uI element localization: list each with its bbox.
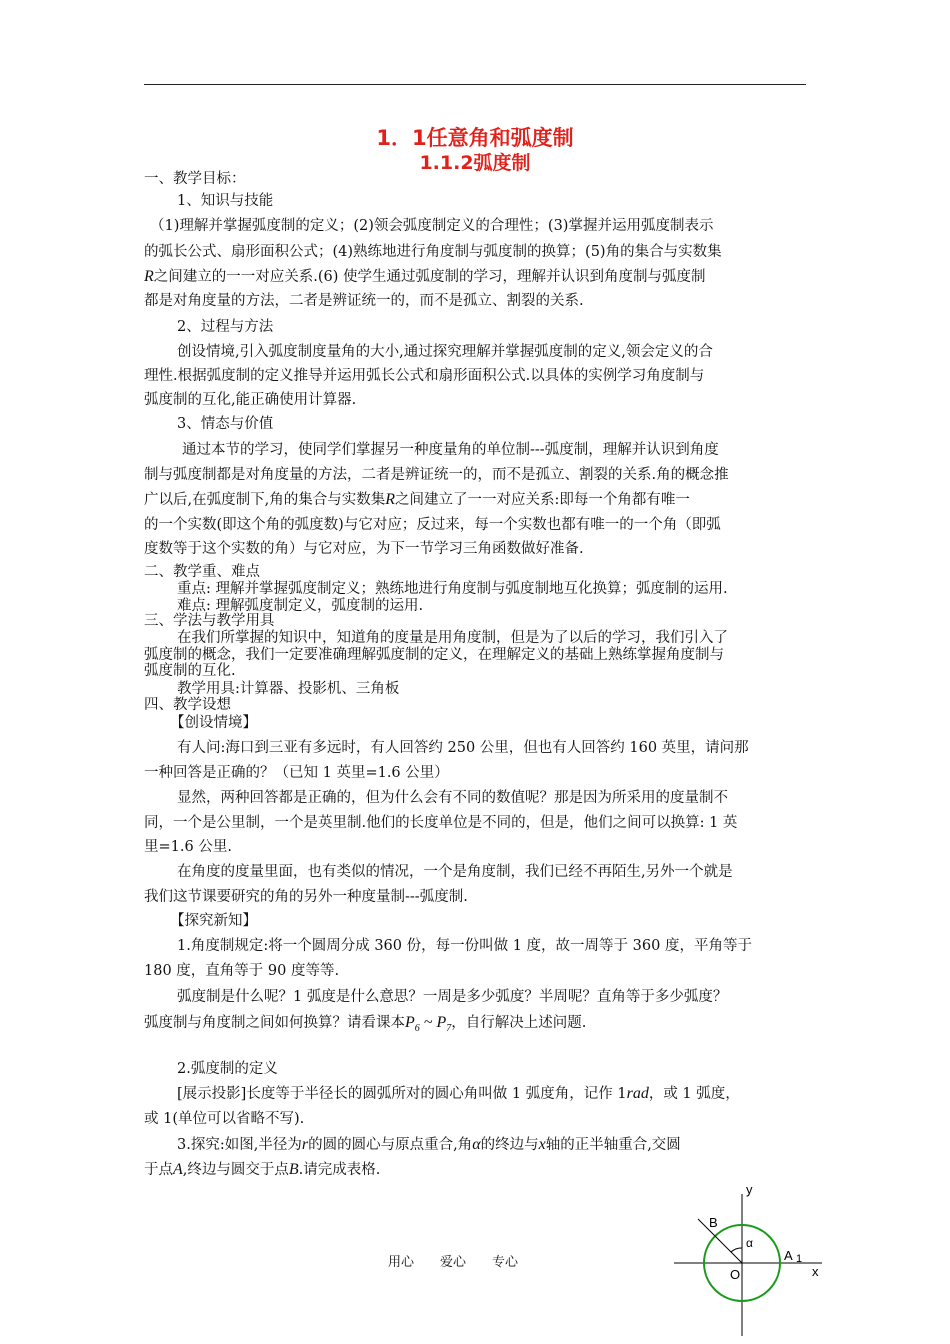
paragraph-line: 3.探究:如图,半径为r的圆的圆心与原点重合,角α的终边与x轴的正半轴重合,交圆 <box>177 1136 681 1153</box>
math-var-x: x <box>538 1136 546 1153</box>
page-subtitle: 1.1.2弧度制 <box>419 152 531 174</box>
math-alpha: α <box>472 1136 481 1153</box>
y-label: y <box>746 1182 753 1197</box>
point-A-subscript: 1 <box>796 1253 803 1265</box>
origin-label: O <box>730 1267 741 1282</box>
paragraph-line: 度数等于这个实数的角）与它对应，为下一节学习三角函数做好准备. <box>144 541 584 557</box>
paragraph-line: 于点A,终边与圆交于点B.请完成表格. <box>144 1161 381 1178</box>
paragraph-line: 理性.根据弧度制的定义推导并运用弧长公式和扇形面积公式.以具体的实例学习角度制与 <box>144 368 705 384</box>
alpha-label: α <box>746 1236 753 1250</box>
paragraph-line: 广以后,在弧度制下,角的集合与实数集R之间建立了一一对应关系:即每一个角都有唯一 <box>144 491 690 508</box>
paragraph-line: （1)理解并掌握弧度制的定义；(2)领会弧度制定义的合理性；(3)掌握并运用弧度制表示 <box>150 218 714 234</box>
paragraph-line: 的弧长公式、扇形面积公式；(4)熟练地进行角度制与弧度制的换算；(5)角的集合与实数集 <box>144 244 722 260</box>
unit-circle-figure <box>672 1176 842 1338</box>
subheading-values: 3、情态与价值 <box>177 416 274 432</box>
paragraph-line: 通过本节的学习，使同学们掌握另一种度量角的单位制---弧度制，理解并认识到角度 <box>182 442 719 458</box>
page-footer <box>388 1251 544 1270</box>
footer-word: 爱心 <box>440 1255 467 1270</box>
subheading-definition: 2.弧度制的定义 <box>177 1061 278 1077</box>
key-difficulty: 难点: 理解弧度制定义，弧度制的运用. <box>177 598 424 614</box>
header-rule <box>144 84 806 85</box>
footer-word: 专心 <box>492 1255 519 1270</box>
paragraph-line: 1.角度制规定:将一个圆周分成 360 份，每一份叫做 1 度，故一周等于 360 度，平角等于 <box>177 938 752 954</box>
paragraph-line: 在角度的度量里面，也有类似的情况，一个是角度制，我们已经不再陌生,另外一个就是 <box>177 864 733 880</box>
paragraph-line: 里=1.6 公里. <box>144 839 232 855</box>
paragraph-line: 同，一个是公里制，一个是英里制.他们的长度单位是不同的，但是，他们之间可以换算: 1 英 <box>144 815 738 831</box>
math-var-R: R <box>385 491 395 508</box>
section-heading-design: 四、教学设想 <box>144 697 231 713</box>
paragraph-line: [展示投影]长度等于半径长的圆弧所对的圆心角叫做 1 弧度角，记作 1rad，或 1 弧度， <box>177 1085 740 1102</box>
footer-word: 用心 <box>388 1255 415 1270</box>
teaching-tools: 教学用具:计算器、投影机、三角板 <box>177 681 400 697</box>
paragraph-line: 弧度制与角度制之间如何换算？请看课本$P_6$ ~ $P_7$，自行解决上述问题. <box>144 1014 587 1035</box>
paragraph-line: 弧度制的概念，我们一定要准确理解弧度制的定义，在理解定义的基础上熟练掌握角度制与 <box>144 647 724 663</box>
subheading-knowledge: 1、知识与技能 <box>177 193 274 209</box>
math-var-R: R <box>144 268 154 285</box>
paragraph-line: 显然，两种回答都是正确的，但为什么会有不同的数值呢？那是因为所采用的度量制不 <box>177 790 728 806</box>
paragraph-line: 弧度制是什么呢？1 弧度是什么意思？一周是多少弧度？半周呢？直角等于多少弧度？ <box>177 989 728 1005</box>
paragraph-line: 或 1(单位可以省略不写). <box>144 1111 305 1127</box>
math-point-A: A <box>173 1161 183 1178</box>
key-focus: 重点: 理解并掌握弧度制定义；熟练地进行角度制与弧度制地互化换算；弧度制的运用. <box>177 581 728 597</box>
section-heading-goals: 一、教学目标： <box>144 171 246 187</box>
point-B-label: B <box>709 1215 718 1230</box>
paragraph-line: 创设情境,引入弧度制度量角的大小,通过探究理解并掌握弧度制的定义,领会定义的合 <box>177 344 713 360</box>
math-P6: $P_6$ ~ $P_7$ <box>405 1014 452 1035</box>
angle-arc <box>731 1248 742 1252</box>
paragraph-line: 都是对角度量的方法，二者是辨证统一的，而不是孤立、割裂的关系. <box>144 293 584 309</box>
math-point-B: B <box>288 1161 299 1178</box>
point-A-label: A <box>784 1248 793 1263</box>
paragraph-line: 一种回答是正确的？（已知 1 英里=1.6 公里） <box>144 765 449 781</box>
math-var-r: r <box>301 1136 309 1153</box>
x-label: x <box>812 1264 819 1279</box>
paragraph-line: 180 度，直角等于 90 度等等. <box>144 963 340 979</box>
paragraph-line: R之间建立的一一对应关系.(6) 使学生通过弧度制的学习，理解并认识到角度制与弧度制 <box>144 268 706 285</box>
paragraph-line: 制与弧度制都是对角度量的方法，二者是辨证统一的，而不是孤立、割裂的关系.角的概念推 <box>144 467 729 483</box>
subheading-process: 2、过程与方法 <box>177 319 274 335</box>
bracket-heading-scenario: 【创设情境】 <box>170 715 257 731</box>
paragraph-line: 有人问:海口到三亚有多远时，有人回答约 250 公里，但也有人回答约 160 英里，请问那 <box>177 740 749 756</box>
paragraph-line: 弧度制的互化,能正确使用计算器. <box>144 392 357 408</box>
section-heading-keypoints: 二、教学重、难点 <box>144 564 260 580</box>
paragraph-line: 我们这节课要研究的角的另外一种度量制---弧度制. <box>144 889 468 905</box>
paragraph-line: 弧度制的互化. <box>144 663 236 679</box>
page-title: 1．1任意角和弧度制 <box>376 126 574 150</box>
bracket-heading-explore: 【探究新知】 <box>170 913 257 929</box>
section-heading-methods: 三、学法与教学用具 <box>144 613 275 629</box>
paragraph-line: 在我们所掌握的知识中，知道角的度量是用角度制，但是为了以后的学习，我们引入了 <box>177 630 728 646</box>
math-rad: rad <box>626 1085 649 1102</box>
paragraph-line: 的一个实数(即这个角的弧度数)与它对应；反过来，每一个实数也都有唯一的一个角（即弧 <box>144 517 721 533</box>
